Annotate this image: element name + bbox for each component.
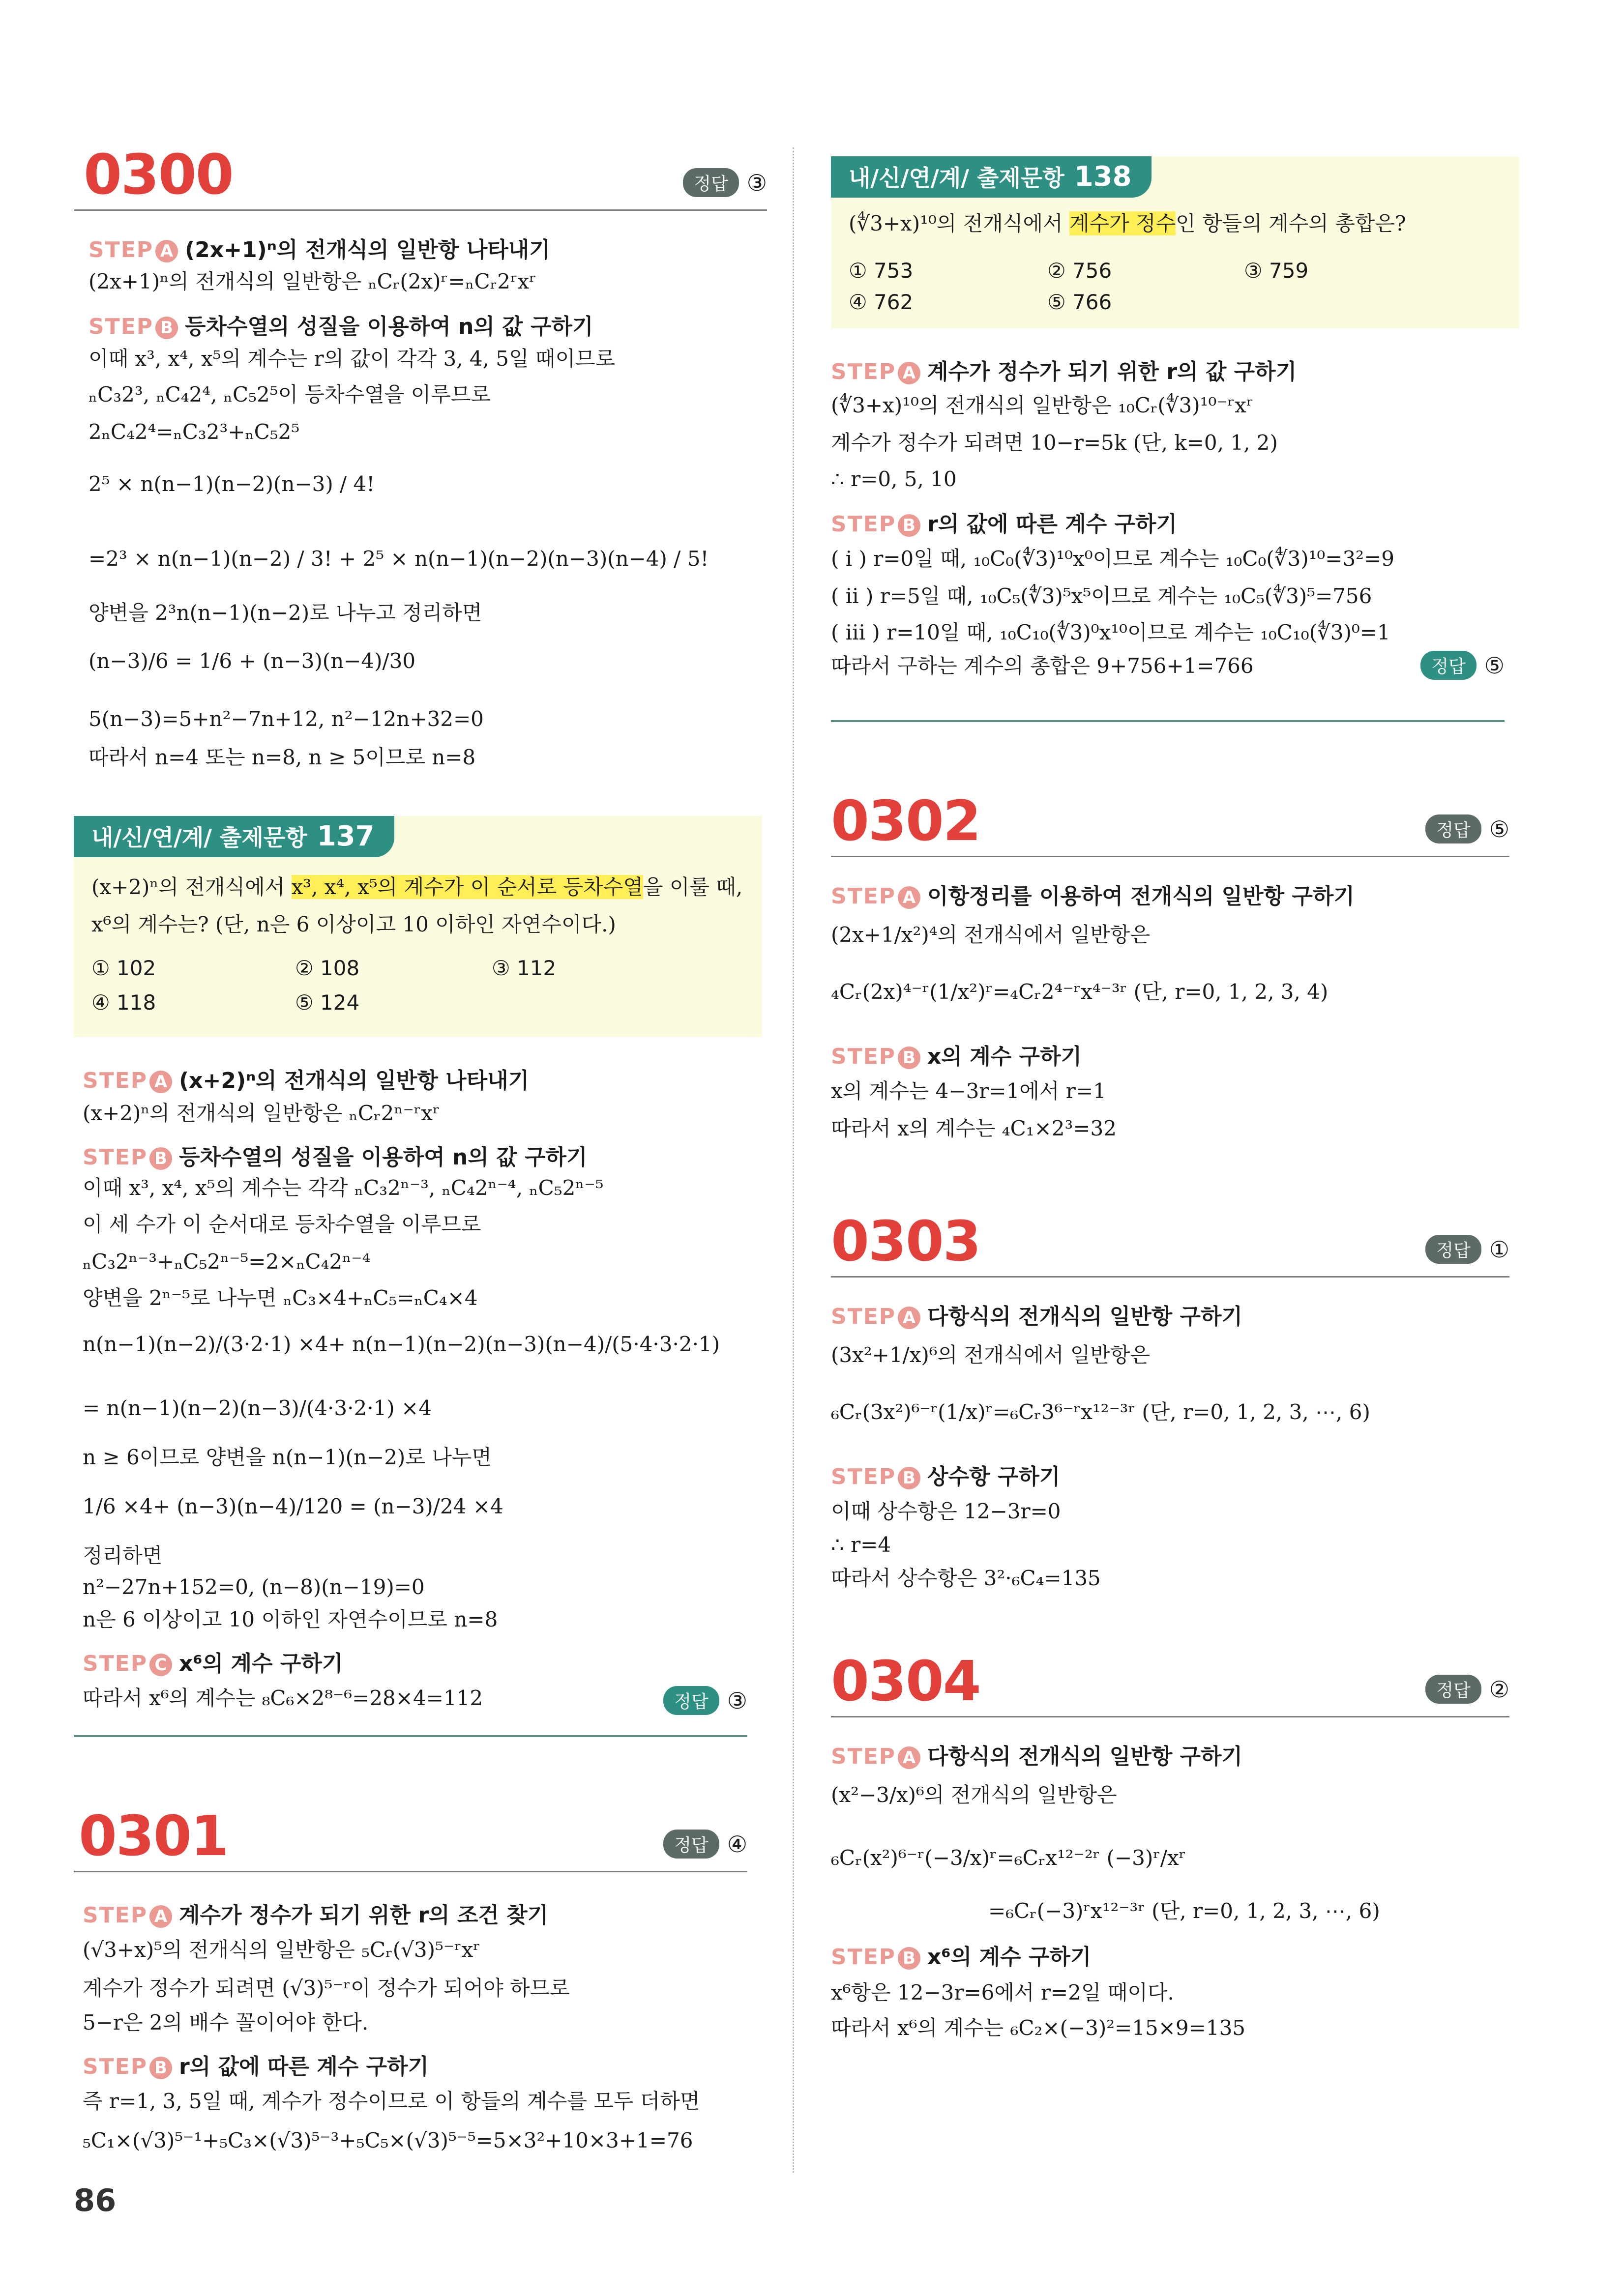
- choice-2: ② 756: [1047, 259, 1112, 283]
- step-title: x⁶의 계수 구하기: [179, 1651, 343, 1676]
- answer-indicator: [663, 1830, 747, 1859]
- step-a: STEP A 다항식의 전개식의 일반항 구하기: [831, 1744, 1243, 1769]
- solution-line: n은 6 이상이고 10 이하인 자연수이므로 n=8: [83, 1607, 498, 1631]
- step-a: STEP A (2x+1)ⁿ의 전개식의 일반항 나타내기: [89, 237, 550, 262]
- solution-line: x의 계수는 4−3r=1에서 r=1: [831, 1079, 1106, 1103]
- linked-question-138: [831, 156, 1519, 328]
- solution-line: (n−3)/6 = 1/6 + (n−3)(n−4)/30: [89, 649, 416, 673]
- solution-line: 따라서 구하는 계수의 총합은 9+756+1=766: [831, 654, 1254, 678]
- solution-line: 계수가 정수가 되려면 (√3)⁵⁻ʳ이 정수가 되어야 하므로: [83, 1976, 570, 2000]
- solution-line: 정리하면: [83, 1543, 163, 1568]
- solution-line: n(n−1)(n−2)/(3·2·1) ×4+ n(n−1)(n−2)(n−3)(n−4)/(5·4·3·2·1): [83, 1332, 720, 1356]
- question-line: (∜3+x)¹⁰의 전개식에서 계수가 정수인 항들의 계수의 총합은?: [849, 211, 1406, 235]
- step-b: STEP B 등차수열의 성질을 이용하여 n의 값 구하기: [83, 1145, 588, 1170]
- solution-line: 따라서 상수항은 3²·₆C₄=135: [831, 1566, 1101, 1590]
- answer-mark: ④: [727, 1831, 747, 1858]
- solution-line: ( ii ) r=5일 때, ₁₀C₅(∜3)⁵x⁵이므로 계수는 ₁₀C₅(∜3)⁵=756: [831, 584, 1372, 608]
- header-rule: [74, 1871, 747, 1872]
- solution-line: = n(n−1)(n−2)(n−3)/(4·3·2·1) ×4: [83, 1396, 432, 1420]
- step-title: 이항정리를 이용하여 전개식의 일반항 구하기: [927, 884, 1355, 909]
- choice-2: ② 108: [295, 956, 360, 980]
- step-b: STEP B x⁶의 계수 구하기: [831, 1945, 1092, 1970]
- step-b: STEP B x의 계수 구하기: [831, 1044, 1082, 1069]
- solution-line: (√3+x)⁵의 전개식의 일반항은 ₅Cᵣ(√3)⁵⁻ʳxʳ: [83, 1938, 480, 1962]
- choice-4: ④ 762: [849, 290, 914, 314]
- solution-line: 이 세 수가 이 순서대로 등차수열을 이루므로: [83, 1212, 481, 1236]
- answer-mark: ②: [1489, 1676, 1509, 1703]
- answer-mark: ⑤: [1489, 815, 1509, 843]
- solution-line: 즉 r=1, 3, 5일 때, 계수가 정수이므로 이 항들의 계수를 모두 더하면: [83, 2089, 700, 2113]
- solution-line: ₆Cᵣ(3x²)⁶⁻ʳ(1/x)ʳ=₆Cᵣ3⁶⁻ʳx¹²⁻³ʳ (단, r=0, 1, 2, 3, ⋯, 6): [831, 1400, 1370, 1424]
- answer-mark: ⑤: [1484, 652, 1505, 679]
- step-title: 다항식의 전개식의 일반항 구하기: [927, 1744, 1243, 1769]
- answer-mark: ①: [1489, 1236, 1509, 1263]
- solution-line: (2x+1/x²)⁴의 전개식에서 일반항은: [831, 923, 1151, 947]
- solution-line: =₆Cᵣ(−3)ʳx¹²⁻³ʳ (단, r=0, 1, 2, 3, ⋯, 6): [988, 1899, 1380, 1923]
- step-a: STEP A 계수가 정수가 되기 위한 r의 값 구하기: [831, 359, 1297, 384]
- step-title: 계수가 정수가 되기 위한 r의 값 구하기: [927, 359, 1297, 384]
- step-b: STEP B 상수항 구하기: [831, 1464, 1061, 1489]
- answer-badge: 정답: [1425, 814, 1481, 843]
- answer-badge: 정답: [1425, 1675, 1481, 1704]
- problem-number: 0302: [831, 789, 980, 853]
- step-a: STEP A 이항정리를 이용하여 전개식의 일반항 구하기: [831, 884, 1355, 909]
- answer-indicator: [683, 168, 767, 197]
- solution-line: 양변을 2ⁿ⁻⁵로 나누면 ₙC₃×4+ₙC₅=ₙC₄×4: [83, 1286, 478, 1310]
- answer-badge: 정답: [1420, 651, 1476, 680]
- solution-line: 5−r은 2의 배수 꼴이어야 한다.: [83, 2010, 369, 2034]
- answer-badge: 정답: [663, 1830, 719, 1859]
- page-number: 86: [74, 2182, 117, 2218]
- solution-line: 5(n−3)=5+n²−7n+12, n²−12n+32=0: [89, 707, 484, 731]
- column-divider: [793, 147, 794, 2173]
- solution-line: ( i ) r=0일 때, ₁₀C₀(∜3)¹⁰x⁰이므로 계수는 ₁₀C₀(∜3)¹⁰=3²=9: [831, 547, 1394, 571]
- step-b: STEP B r의 값에 따른 계수 구하기: [83, 2054, 429, 2079]
- solution-line: 2ₙC₄2⁴=ₙC₃2³+ₙC₅2⁵: [89, 420, 300, 444]
- step-title: 계수가 정수가 되기 위한 r의 조건 찾기: [179, 1903, 549, 1928]
- step-b: STEP B 등차수열의 성질을 이용하여 n의 값 구하기: [89, 314, 593, 339]
- solution-line: 계수가 정수가 되려면 10−r=5k (단, k=0, 1, 2): [831, 431, 1278, 455]
- answer-badge: 정답: [663, 1686, 719, 1715]
- solution-line: (x+2)ⁿ의 전개식의 일반항은 ₙCᵣ2ⁿ⁻ʳxʳ: [83, 1101, 440, 1125]
- solution-line: (3x²+1/x)⁶의 전개식에서 일반항은: [831, 1343, 1151, 1367]
- choice-5: ⑤ 766: [1047, 290, 1112, 314]
- choice-1: ① 753: [849, 259, 914, 283]
- step-title: (2x+1)ⁿ의 전개식의 일반항 나타내기: [185, 237, 550, 262]
- solution-line: (∜3+x)¹⁰의 전개식의 일반항은 ₁₀Cᵣ(∜3)¹⁰⁻ʳxʳ: [831, 393, 1254, 417]
- step-b: STEP B r의 값에 따른 계수 구하기: [831, 512, 1178, 537]
- choice-5: ⑤ 124: [295, 990, 360, 1015]
- step-title: 등차수열의 성질을 이용하여 n의 값 구하기: [185, 314, 593, 339]
- highlight: 계수가 정수: [1069, 211, 1176, 235]
- highlight: x³, x⁴, x⁵의 계수가 이 순서로 등차수열: [291, 875, 643, 899]
- step-title: 상수항 구하기: [927, 1464, 1061, 1489]
- choice-3: ③ 759: [1244, 259, 1309, 283]
- solution-line: 이때 x³, x⁴, x⁵의 계수는 r의 값이 각각 3, 4, 5일 때이므로: [89, 347, 616, 371]
- header-rule: [831, 1716, 1509, 1717]
- solution-line: ₙC₃2ⁿ⁻³+ₙC₅2ⁿ⁻⁵=2×ₙC₄2ⁿ⁻⁴: [83, 1250, 371, 1274]
- solution-line: 따라서 x의 계수는 ₄C₁×2³=32: [831, 1116, 1117, 1140]
- solution-line: n²−27n+152=0, (n−8)(n−19)=0: [83, 1575, 425, 1599]
- problem-number: 0300: [84, 143, 233, 207]
- solution-line: ∴ r=0, 5, 10: [831, 467, 957, 491]
- question-line: x⁶의 계수는? (단, n은 6 이상이고 10 이하인 자연수이다.): [91, 912, 616, 936]
- solution-line: (x²−3/x)⁶의 전개식의 일반항은: [831, 1783, 1117, 1807]
- solution-line: n ≥ 6이므로 양변을 n(n−1)(n−2)로 나누면: [83, 1445, 492, 1469]
- solution-line: 따라서 x⁶의 계수는 ₈C₆×2⁸⁻⁶=28×4=112: [83, 1686, 483, 1710]
- answer-indicator: [1420, 651, 1505, 680]
- solution-line: ∴ r=4: [831, 1533, 891, 1557]
- solution-line: 이때 x³, x⁴, x⁵의 계수는 각각 ₙC₃2ⁿ⁻³, ₙC₄2ⁿ⁻⁴, ₙC₅2ⁿ⁻⁵: [83, 1176, 604, 1200]
- section-rule: [831, 720, 1505, 722]
- solution-line: 따라서 n=4 또는 n=8, n ≥ 5이므로 n=8: [89, 745, 476, 769]
- box-title: 내/신/연/계/ 출제문항 137: [74, 816, 394, 857]
- solution-line: 이때 상수항은 12−3r=0: [831, 1499, 1061, 1523]
- answer-indicator: [1425, 814, 1509, 843]
- step-a: STEP A 계수가 정수가 되기 위한 r의 조건 찾기: [83, 1903, 549, 1928]
- choice-3: ③ 112: [492, 956, 557, 980]
- solution-line: ₆Cᵣ(x²)⁶⁻ʳ(−3/x)ʳ=₆Cᵣx¹²⁻²ʳ (−3)ʳ/xʳ: [831, 1846, 1186, 1870]
- solution-line: 따라서 x⁶의 계수는 ₆C₂×(−3)²=15×9=135: [831, 2016, 1246, 2040]
- answer-indicator: [1425, 1235, 1509, 1264]
- solution-line: ( iii ) r=10일 때, ₁₀C₁₀(∜3)⁰x¹⁰이므로 계수는 ₁₀C₁₀(∜3)⁰=1: [831, 620, 1390, 644]
- solution-line: x⁶항은 12−3r=6에서 r=2일 때이다.: [831, 1980, 1174, 2005]
- step-title: x의 계수 구하기: [927, 1044, 1082, 1069]
- solution-line: 양변을 2³n(n−1)(n−2)로 나누고 정리하면: [89, 601, 482, 625]
- answer-badge: 정답: [683, 168, 739, 197]
- answer-mark: ③: [746, 169, 767, 196]
- problem-number: 0303: [831, 1210, 980, 1274]
- linked-question-137: [74, 816, 767, 1037]
- answer-indicator: [1425, 1675, 1509, 1704]
- answer-indicator: [663, 1686, 747, 1715]
- question-line: (x+2)ⁿ의 전개식에서 x³, x⁴, x⁵의 계수가 이 순서로 등차수열을 이룰 때,: [91, 875, 743, 899]
- step-title: (x+2)ⁿ의 전개식의 일반항 나타내기: [179, 1068, 530, 1093]
- step-title: 등차수열의 성질을 이용하여 n의 값 구하기: [179, 1145, 588, 1170]
- solution-line: 1/6 ×4+ (n−3)(n−4)/120 = (n−3)/24 ×4: [83, 1494, 503, 1518]
- solution-line: =2³ × n(n−1)(n−2) / 3! + 2⁵ × n(n−1)(n−2)(n−3)(n−4) / 5!: [89, 547, 709, 571]
- step-title: 다항식의 전개식의 일반항 구하기: [927, 1304, 1243, 1329]
- solution-line: 2⁵ × n(n−1)(n−2)(n−3) / 4!: [89, 472, 375, 496]
- solution-line: ₅C₁×(√3)⁵⁻¹+₅C₃×(√3)⁵⁻³+₅C₅×(√3)⁵⁻⁵=5×3²+10×3+1=76: [83, 2128, 693, 2152]
- header-rule: [831, 1276, 1509, 1278]
- section-rule: [74, 1735, 747, 1737]
- answer-badge: 정답: [1425, 1235, 1481, 1264]
- step-title: r의 값에 따른 계수 구하기: [179, 2054, 429, 2079]
- solution-line: ₙC₃2³, ₙC₄2⁴, ₙC₅2⁵이 등차수열을 이루므로: [89, 382, 491, 407]
- problem-number: 0301: [79, 1804, 228, 1868]
- choice-1: ① 102: [91, 956, 156, 980]
- header-rule: [831, 856, 1509, 857]
- problem-number: 0304: [831, 1650, 980, 1714]
- answer-mark: ③: [727, 1687, 747, 1714]
- step-a: STEP A 다항식의 전개식의 일반항 구하기: [831, 1304, 1243, 1329]
- step-title: r의 값에 따른 계수 구하기: [927, 512, 1178, 537]
- header-rule: [74, 209, 767, 211]
- box-title: 내/신/연/계/ 출제문항 138: [831, 156, 1152, 198]
- choice-4: ④ 118: [91, 990, 156, 1015]
- step-a: STEP A (x+2)ⁿ의 전개식의 일반항 나타내기: [83, 1068, 530, 1093]
- solution-line: ₄Cᵣ(2x)⁴⁻ʳ(1/x²)ʳ=₄Cᵣ2⁴⁻ʳx⁴⁻³ʳ (단, r=0, 1, 2, 3, 4): [831, 980, 1329, 1004]
- solution-line: (2x+1)ⁿ의 전개식의 일반항은 ₙCᵣ(2x)ʳ=ₙCᵣ2ʳxʳ: [89, 269, 536, 293]
- step-c: STEP C x⁶의 계수 구하기: [83, 1651, 343, 1676]
- step-title: x⁶의 계수 구하기: [927, 1945, 1092, 1970]
